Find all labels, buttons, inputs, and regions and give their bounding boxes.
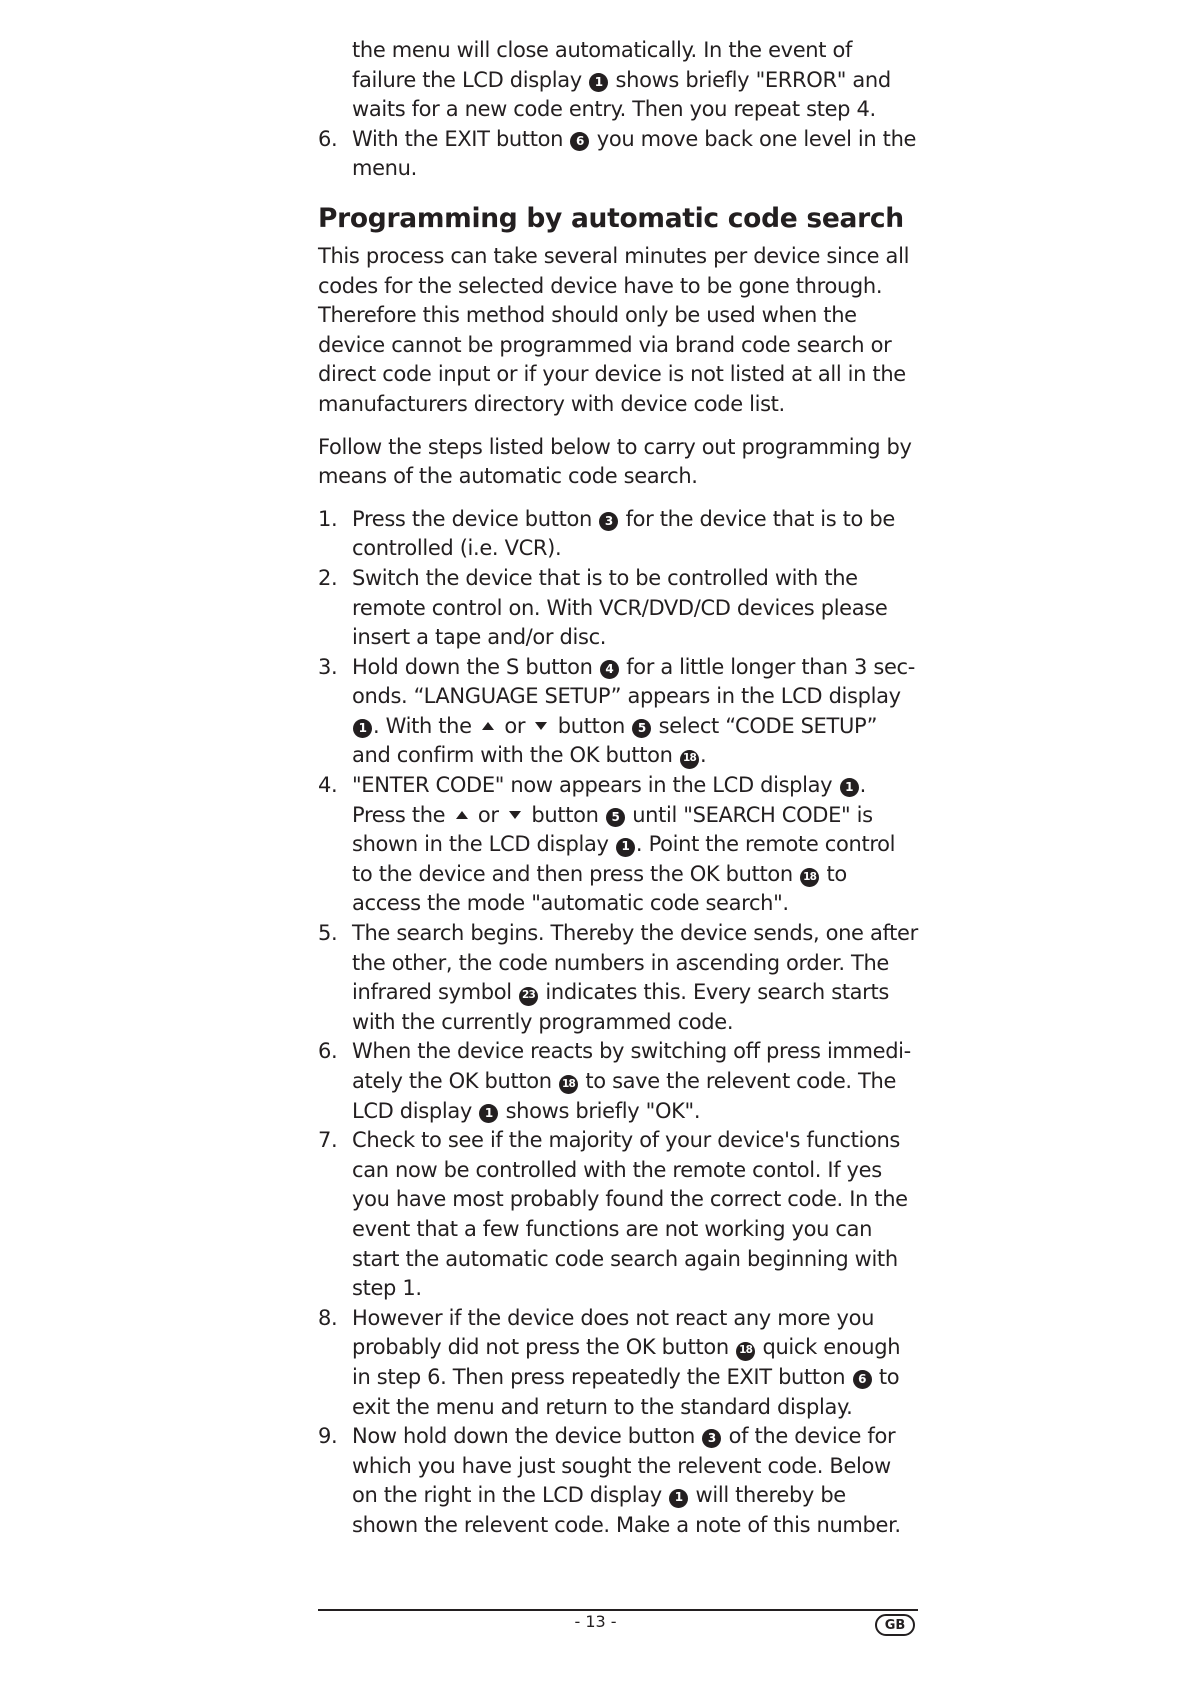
step-text: button (557, 713, 625, 738)
step-number: 3. (318, 654, 338, 679)
step-number: 2. (318, 565, 338, 590)
arrow-down-icon (535, 722, 547, 730)
callout-3-icon: 3 (702, 1429, 721, 1448)
page-content (318, 36, 918, 1541)
step-text: shows briefly "OK". (505, 1098, 701, 1123)
continued-list (318, 36, 918, 184)
step-text: Now hold down the device button (352, 1424, 695, 1449)
step-number: 9. (318, 1424, 338, 1449)
item-text: you move back one level in the menu. (352, 126, 917, 181)
step-text: to access the mode "automatic code search". (352, 861, 847, 916)
arrow-up-icon (482, 722, 494, 730)
callout-1-icon: 1 (479, 1104, 498, 1123)
step-text: for a little longer than 3 seconds. “LANGUAGE SETUP” appears in the LCD display (352, 654, 916, 709)
step-number: 6. (318, 1039, 338, 1064)
step-text: of the device for which you have just sought the relevent code. Below on the right in the LCD display (352, 1424, 896, 1508)
step-text: Switch the device that is to be controlled with the remote control on. With VCR/DVD/CD devices please insert a tape and/or disc. (352, 565, 888, 650)
step-text: or (504, 713, 526, 738)
callout-1-icon: 1 (589, 73, 608, 92)
step-9 (318, 1422, 918, 1540)
callout-23-icon: 23 (519, 987, 538, 1006)
callout-3-icon: 3 (599, 512, 618, 531)
callout-1-icon: 1 (616, 838, 635, 857)
step-text: When the device reacts by switching off press immediately the OK button (352, 1039, 912, 1093)
callout-4-icon: 4 (600, 660, 619, 679)
step-text: . With the (373, 713, 472, 738)
step-text: will thereby be shown the relevent code. Make a note of this number. (352, 1483, 901, 1537)
item-text: shows briefly "ERROR" and waits for a new code entry. Then you repeat step 4. (352, 67, 891, 122)
step-text: select “CODE SETUP” and confirm with the OK button (352, 713, 878, 768)
step-text: Hold down the S button (352, 654, 593, 679)
step-7 (318, 1126, 918, 1304)
callout-1-icon: 1 (669, 1489, 688, 1508)
step-6 (318, 1037, 918, 1126)
callout-18-icon: 18 (800, 868, 819, 887)
step-text: Press the device button (352, 506, 592, 531)
step-text: Check to see if the majority of your device's functions can now be controlled with the remote contol. If yes you have most probably found the correct code. In the event that a few functions are not working you can start the automatic code search again beginning with step 1. (352, 1128, 908, 1301)
step-number: 5. (318, 921, 338, 946)
step-text: . (699, 743, 707, 768)
step-text: quick enough in step 6. Then press repeatedly the EXIT button (352, 1335, 901, 1389)
callout-18-icon: 18 (559, 1075, 578, 1094)
list-item (318, 36, 918, 125)
step-text: indicates this. Every search starts with the currently programmed code. (352, 980, 889, 1034)
item-text: With the EXIT button (352, 126, 564, 151)
step-text: button (531, 802, 599, 827)
intro-paragraph: This process can take several minutes per device since all codes for the selected device have to be gone through. Therefore this method should only be used when the device cannot be programmed via brand code search or direct code input or if your device is not listed at all in the manufacturers directory with device code list. (318, 243, 910, 416)
list-item (318, 125, 918, 184)
step-2 (318, 564, 918, 653)
callout-6-icon: 6 (853, 1370, 872, 1389)
steps-list (318, 505, 918, 1541)
step-text: "ENTER CODE" now appears in the LCD display (352, 773, 833, 798)
section-heading: Programming by automatic code search (318, 202, 904, 234)
lead-paragraph: Follow the steps listed below to carry out programming by means of the automatic code search. (318, 434, 912, 489)
step-text: . Point the remote control to the device and then press the OK button (352, 832, 896, 886)
callout-5-icon: 5 (606, 808, 625, 827)
page-number: - 13 - (574, 1612, 617, 1631)
step-4 (318, 771, 918, 919)
footer-rule (318, 1609, 918, 1611)
step-number: 1. (318, 506, 338, 531)
arrow-up-icon (456, 811, 468, 819)
step-text: to exit the menu and return to the standard display. (352, 1364, 900, 1419)
step-number: 4. (318, 773, 338, 798)
step-text: until "SEARCH CODE" is shown in the LCD display (352, 802, 873, 857)
step-text: or (477, 802, 499, 827)
callout-1-icon: 1 (840, 778, 859, 797)
step-text: However if the device does not react any more you probably did not press the OK button (352, 1305, 875, 1360)
step-text: to save the relevent code. The LCD display (352, 1069, 897, 1123)
arrow-down-icon (509, 811, 521, 819)
step-5 (318, 919, 918, 1037)
item-number: 6. (318, 126, 338, 151)
callout-5-icon: 5 (632, 719, 651, 738)
step-text: The search begins. Thereby the device sends, one after the other, the code numbers in ascending order. The infrared symbol (352, 921, 918, 1005)
step-text: for the device that is to be controlled (i.e. VCR). (352, 506, 895, 561)
callout-6-icon: 6 (570, 132, 589, 151)
callout-18-icon: 18 (736, 1342, 755, 1361)
step-1 (318, 505, 918, 564)
step-8 (318, 1304, 918, 1422)
callout-1-icon: 1 (353, 719, 372, 738)
step-number: 7. (318, 1128, 338, 1153)
step-number: 8. (318, 1305, 338, 1330)
item-text: the menu will close automatically. In the event of failure the LCD display (352, 38, 852, 92)
step-text: . Press the (352, 773, 866, 827)
callout-18-icon: 18 (680, 750, 699, 769)
language-badge: GB (875, 1614, 915, 1636)
step-3 (318, 653, 918, 771)
